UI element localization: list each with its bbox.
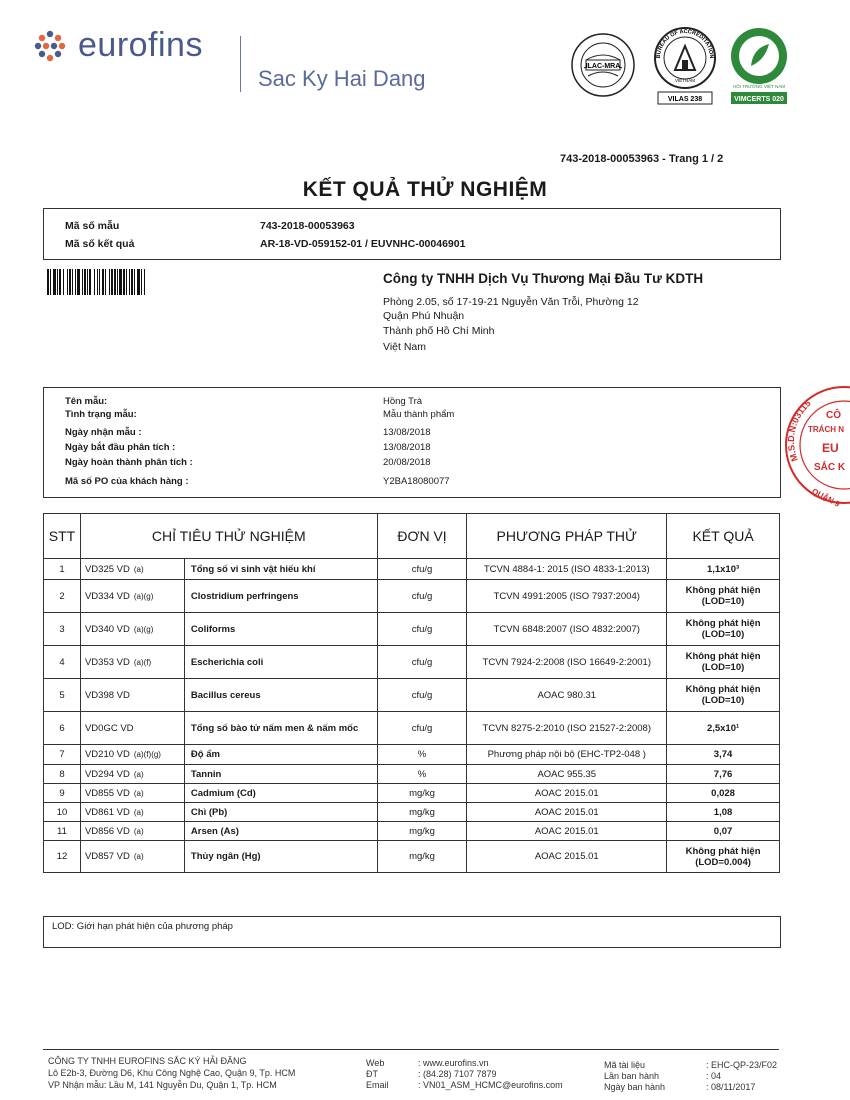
- row-unit: cfu/g: [377, 559, 467, 580]
- barcode-bar: [117, 269, 118, 295]
- row-result-value: 3,74: [713, 749, 733, 760]
- barcode-bar: [141, 269, 142, 295]
- row-result: [667, 745, 780, 765]
- barcode-bar: [137, 269, 140, 295]
- barcode-bar: [77, 269, 80, 295]
- row-code-text: VD353 VD: [84, 656, 130, 668]
- row-code-suffix: (a)(g): [133, 591, 154, 601]
- customer-name: Công ty TNHH Dịch Vụ Thương Mại Đầu Tư KDTH: [383, 271, 704, 286]
- row-test-name: Bacillus cereus: [184, 679, 377, 712]
- sample-info-value: Hồng Trà: [383, 396, 423, 407]
- row-code: [80, 712, 184, 745]
- boa-seal-text-top: BUREAU OF ACCREDITATION: [655, 28, 715, 59]
- table-row: [44, 784, 780, 803]
- table-row: [44, 822, 780, 841]
- row-result: [667, 613, 780, 646]
- row-result: [667, 646, 780, 679]
- row-method: TCVN 6848:2007 (ISO 4832:2007): [467, 613, 667, 646]
- row-code: [80, 803, 184, 822]
- footer-phone: : (84.28) 7107 7879: [418, 1069, 497, 1079]
- footer-address: Lô E2b-3, Đường D6, Khu Công Nghệ Cao, Quận 9, Tp. HCM: [48, 1068, 296, 1078]
- row-code-suffix: (a)(g): [133, 624, 154, 634]
- row-result: [667, 765, 780, 784]
- barcode-bar: [144, 269, 145, 295]
- table-row: [44, 679, 780, 712]
- footer-email[interactable]: : VN01_ASM_HCMC@eurofins.com: [418, 1080, 563, 1090]
- row-code-text: VD861 VD: [84, 806, 130, 818]
- row-code: [80, 822, 184, 841]
- row-code-text: VD210 VD: [84, 749, 130, 760]
- row-code-suffix: (a): [133, 769, 144, 779]
- sample-info-label: Ngày bắt đầu phân tích :: [65, 442, 176, 453]
- row-method: TCVN 7924-2:2008 (ISO 16649-2:2001): [467, 646, 667, 679]
- lod-note: LOD: Giới hạn phát hiện của phương pháp: [52, 921, 233, 932]
- barcode-bar: [109, 269, 110, 295]
- row-stt: 3: [44, 613, 81, 646]
- stamp-text: QUẬN 9: [810, 486, 842, 509]
- sample-info-value: Mẫu thành phẩm: [383, 409, 455, 420]
- footer-issue-date-label: Ngày ban hành: [604, 1082, 666, 1092]
- row-result-value: Không phát hiện: [685, 845, 761, 857]
- row-result-lod: (LOD=10): [701, 695, 745, 706]
- row-result: [667, 679, 780, 712]
- row-stt: 7: [44, 745, 81, 765]
- sample-info-label: Ngày nhận mẫu :: [65, 427, 142, 438]
- sample-info-value: 13/08/2018: [383, 442, 431, 453]
- row-result-value: 7,76: [713, 768, 733, 780]
- row-code-text: VD856 VD: [84, 825, 130, 837]
- row-stt: 8: [44, 765, 81, 784]
- row-test-name: Tannin: [184, 765, 377, 784]
- barcode-bar: [82, 269, 83, 295]
- row-stt: 4: [44, 646, 81, 679]
- footer-divider: [43, 1049, 779, 1050]
- row-result: [667, 580, 780, 613]
- barcode-bar: [111, 269, 113, 295]
- footer-web[interactable]: : www.eurofins.vn: [418, 1058, 489, 1068]
- row-code: [80, 841, 184, 873]
- header-test: CHỈ TIÊU THỬ NGHIỆM: [80, 514, 377, 559]
- row-unit: cfu/g: [377, 613, 467, 646]
- row-method: AOAC 955.35: [467, 765, 667, 784]
- barcode-bar: [57, 269, 58, 295]
- row-stt: 2: [44, 580, 81, 613]
- footer-doc-code: : EHC-QP-23/F02: [706, 1060, 778, 1070]
- customer-address-line: Phòng 2.05, số 17-19-21 Nguyễn Văn Trỗi, Phường 12: [383, 296, 639, 308]
- row-result-value: Không phát hiện: [685, 618, 761, 629]
- row-code-suffix: (a)(f): [133, 657, 152, 667]
- row-stt: 5: [44, 679, 81, 712]
- row-test-name: Cadmium (Cd): [184, 784, 377, 803]
- row-code-text: VD0GC VD: [84, 722, 134, 734]
- stamp-text: M.S.D.N:03115: [785, 398, 813, 463]
- row-code: [80, 613, 184, 646]
- row-test-name: Độ ẩm: [184, 745, 377, 765]
- brand-subtitle: Sac Ky Hai Dang: [258, 66, 426, 91]
- row-code-suffix: (a): [133, 826, 144, 836]
- row-code-text: VD340 VD: [84, 623, 130, 635]
- vimcerts-seal-text: HỘI TRƯỜNG VIỆT NAM: [732, 84, 786, 89]
- table-header-row: [44, 514, 780, 559]
- barcode-bar: [97, 269, 98, 295]
- row-unit: mg/kg: [377, 822, 467, 841]
- row-result-lod: (LOD=10): [701, 629, 745, 640]
- company-stamp-icon: [782, 380, 850, 510]
- row-result-value: 0,028: [711, 787, 735, 799]
- row-unit: mg/kg: [377, 803, 467, 822]
- customer-address-line: Việt Nam: [383, 341, 426, 353]
- row-code-suffix: (a): [133, 788, 144, 798]
- row-method: Phương pháp nội bộ (EHC-TP2-048 ): [467, 745, 667, 765]
- row-method: TCVN 8275-2:2010 (ISO 21527-2:2008): [467, 712, 667, 745]
- sample-id-box: [43, 208, 781, 260]
- barcode-bar: [102, 269, 104, 295]
- row-result-lod: (LOD=10): [701, 596, 745, 607]
- ilac-mra-seal-icon: [570, 32, 636, 98]
- row-test-name: Tổng số vi sinh vật hiếu khí: [184, 559, 377, 580]
- customer-address-line: Thành phố Hồ Chí Minh: [383, 325, 495, 337]
- barcode-bar: [134, 269, 135, 295]
- row-result-lod: (LOD=10): [701, 662, 745, 673]
- table-row: [44, 745, 780, 765]
- barcode-bar: [59, 269, 61, 295]
- row-code: [80, 679, 184, 712]
- row-code-text: VD855 VD: [84, 787, 130, 799]
- barcode-bar: [119, 269, 122, 295]
- ilac-seal-text: ILAC-MRA: [585, 63, 621, 70]
- row-result-value: 0,07: [713, 825, 733, 837]
- row-unit: cfu/g: [377, 580, 467, 613]
- row-result: [667, 784, 780, 803]
- footer-address: VP Nhận mẫu: Lầu M, 141 Nguyễn Du, Quận 1, Tp. HCM: [48, 1080, 277, 1090]
- row-code: [80, 559, 184, 580]
- row-result: [667, 559, 780, 580]
- barcode-bar: [114, 269, 116, 295]
- row-result-value: Không phát hiện: [685, 651, 761, 662]
- result-code-value: AR-18-VD-059152-01 / EUVNHC-00046901: [260, 238, 466, 250]
- row-method: AOAC 2015.01: [467, 841, 667, 873]
- row-unit: cfu/g: [377, 712, 467, 745]
- footer-company: CÔNG TY TNHH EUROFINS SẮC KÝ HẢI ĐĂNG: [48, 1056, 247, 1066]
- row-result-value: 1,1x10³: [706, 563, 740, 575]
- row-test-name: Chì (Pb): [184, 803, 377, 822]
- barcode-bar: [87, 269, 88, 295]
- table-row: [44, 765, 780, 784]
- barcode-bar: [129, 269, 130, 295]
- table-row: [44, 841, 780, 873]
- barcode-bar: [67, 269, 68, 295]
- stamp-text: EU: [822, 441, 839, 455]
- row-unit: %: [377, 765, 467, 784]
- row-code-text: VD325 VD: [84, 563, 130, 575]
- row-code-suffix: (a): [133, 807, 144, 817]
- table-row: [44, 646, 780, 679]
- barcode-bar: [47, 269, 49, 295]
- row-unit: mg/kg: [377, 784, 467, 803]
- footer-phone-label: ĐT: [366, 1069, 378, 1079]
- barcode-bar: [75, 269, 76, 295]
- table-row: [44, 712, 780, 745]
- row-code-text: VD294 VD: [84, 768, 130, 780]
- table-row: [44, 613, 780, 646]
- barcode-bar: [69, 269, 71, 295]
- row-stt: 6: [44, 712, 81, 745]
- barcode-bar: [63, 269, 64, 295]
- row-method: AOAC 980.31: [467, 679, 667, 712]
- document-reference: 743-2018-00053963 - Trang 1 / 2: [560, 153, 724, 165]
- results-table: [43, 513, 780, 873]
- header-result: KẾT QUẢ: [667, 514, 780, 559]
- row-code: [80, 765, 184, 784]
- row-stt: 10: [44, 803, 81, 822]
- row-code-suffix: (a)(f)(g): [133, 750, 161, 759]
- barcode-bar: [131, 269, 133, 295]
- sample-code-value: 743-2018-00053963: [260, 220, 355, 232]
- header-unit: ĐƠN VỊ: [377, 514, 467, 559]
- barcode: [47, 269, 233, 295]
- table-row: [44, 559, 780, 580]
- row-test-name: Escherichia coli: [184, 646, 377, 679]
- barcode-bar: [99, 269, 100, 295]
- row-code-suffix: (a): [133, 564, 144, 574]
- boa-seal-text-bottom: VIETNAM: [674, 78, 696, 83]
- sample-info-value: 13/08/2018: [383, 427, 431, 438]
- stamp-text: SẮC K: [814, 462, 846, 473]
- row-stt: 11: [44, 822, 81, 841]
- sample-code-label: Mã số mẫu: [65, 220, 120, 232]
- row-stt: 1: [44, 559, 81, 580]
- row-method: AOAC 2015.01: [467, 822, 667, 841]
- row-code: [80, 646, 184, 679]
- sample-info-label: Mã số PO của khách hàng :: [65, 476, 189, 487]
- row-result: [667, 803, 780, 822]
- barcode-bar: [84, 269, 86, 295]
- row-unit: cfu/g: [377, 679, 467, 712]
- result-code-label: Mã số kết quả: [65, 238, 135, 250]
- row-stt: 12: [44, 841, 81, 873]
- row-result-value: Không phát hiện: [685, 684, 761, 695]
- brand-divider: [240, 36, 241, 92]
- barcode-bar: [53, 269, 56, 295]
- row-code-text: VD334 VD: [84, 590, 130, 602]
- vimcerts-badge: VIMCERTS 020: [734, 96, 784, 103]
- row-test-name: Tổng số bào tử nấm men & nấm mốc: [184, 712, 377, 745]
- row-result: [667, 822, 780, 841]
- bureau-accreditation-seal-icon: [650, 26, 720, 106]
- sample-info-label: Tình trạng mẫu:: [65, 409, 137, 420]
- row-code: [80, 784, 184, 803]
- page-title: KẾT QUẢ THỬ NGHIỆM: [302, 178, 548, 201]
- row-unit: mg/kg: [377, 841, 467, 873]
- stamp-text: CÔ: [826, 410, 841, 421]
- table-row: [44, 803, 780, 822]
- row-method: TCVN 4884-1: 2015 (ISO 4833-1:2013): [467, 559, 667, 580]
- row-code: [80, 580, 184, 613]
- row-code-text: VD857 VD: [84, 851, 130, 862]
- sample-info-value: 20/08/2018: [383, 457, 431, 468]
- header-method: PHƯƠNG PHÁP THỬ: [467, 514, 667, 559]
- row-unit: %: [377, 745, 467, 765]
- footer-email-label: Email: [366, 1080, 389, 1090]
- row-code-suffix: (a): [133, 852, 144, 861]
- sample-info-label: Tên mẫu:: [65, 396, 108, 407]
- row-test-name: Thủy ngân (Hg): [184, 841, 377, 873]
- row-result: [667, 712, 780, 745]
- row-result-value: 1,08: [713, 806, 733, 818]
- row-test-name: Clostridium perfringens: [184, 580, 377, 613]
- row-method: TCVN 4991:2005 (ISO 7937:2004): [467, 580, 667, 613]
- stamp-text: TRÁCH N: [808, 425, 844, 434]
- row-method: AOAC 2015.01: [467, 784, 667, 803]
- sample-info-value: Y2BA18080077: [383, 476, 450, 487]
- eurofins-logo-icon: [34, 30, 74, 64]
- barcode-bar: [94, 269, 95, 295]
- row-stt: 9: [44, 784, 81, 803]
- vilas-badge: VILAS 238: [667, 96, 703, 103]
- header-stt: STT: [44, 514, 81, 559]
- barcode-bar: [89, 269, 91, 295]
- barcode-bar: [50, 269, 51, 295]
- row-result-value: Không phát hiện: [685, 585, 761, 596]
- customer-address-line: Quận Phú Nhuận: [383, 310, 465, 322]
- brand-name: eurofins: [78, 26, 203, 64]
- footer-issue-label: Lần ban hành: [604, 1071, 660, 1081]
- row-test-name: Arsen (As): [184, 822, 377, 841]
- barcode-bar: [123, 269, 125, 295]
- footer-issue: : 04: [706, 1071, 722, 1081]
- row-result-lod: (LOD=0.004): [695, 856, 751, 868]
- row-result: [667, 841, 780, 873]
- row-code-text: VD398 VD: [84, 689, 130, 701]
- row-method: AOAC 2015.01: [467, 803, 667, 822]
- sample-info-label: Ngày hoàn thành phân tích :: [65, 457, 193, 468]
- table-row: [44, 580, 780, 613]
- footer-issue-date: : 08/11/2017: [706, 1082, 756, 1092]
- row-unit: cfu/g: [377, 646, 467, 679]
- barcode-bar: [72, 269, 73, 295]
- barcode-bar: [105, 269, 106, 295]
- barcode-bar: [126, 269, 127, 295]
- footer-doc-code-label: Mã tài liệu: [604, 1060, 646, 1070]
- vimcerts-seal-icon: [725, 26, 793, 108]
- footer-web-label: Web: [366, 1058, 385, 1068]
- row-test-name: Coliforms: [184, 613, 377, 646]
- row-code: [80, 745, 184, 765]
- row-result-value: 2,5x10¹: [706, 722, 740, 734]
